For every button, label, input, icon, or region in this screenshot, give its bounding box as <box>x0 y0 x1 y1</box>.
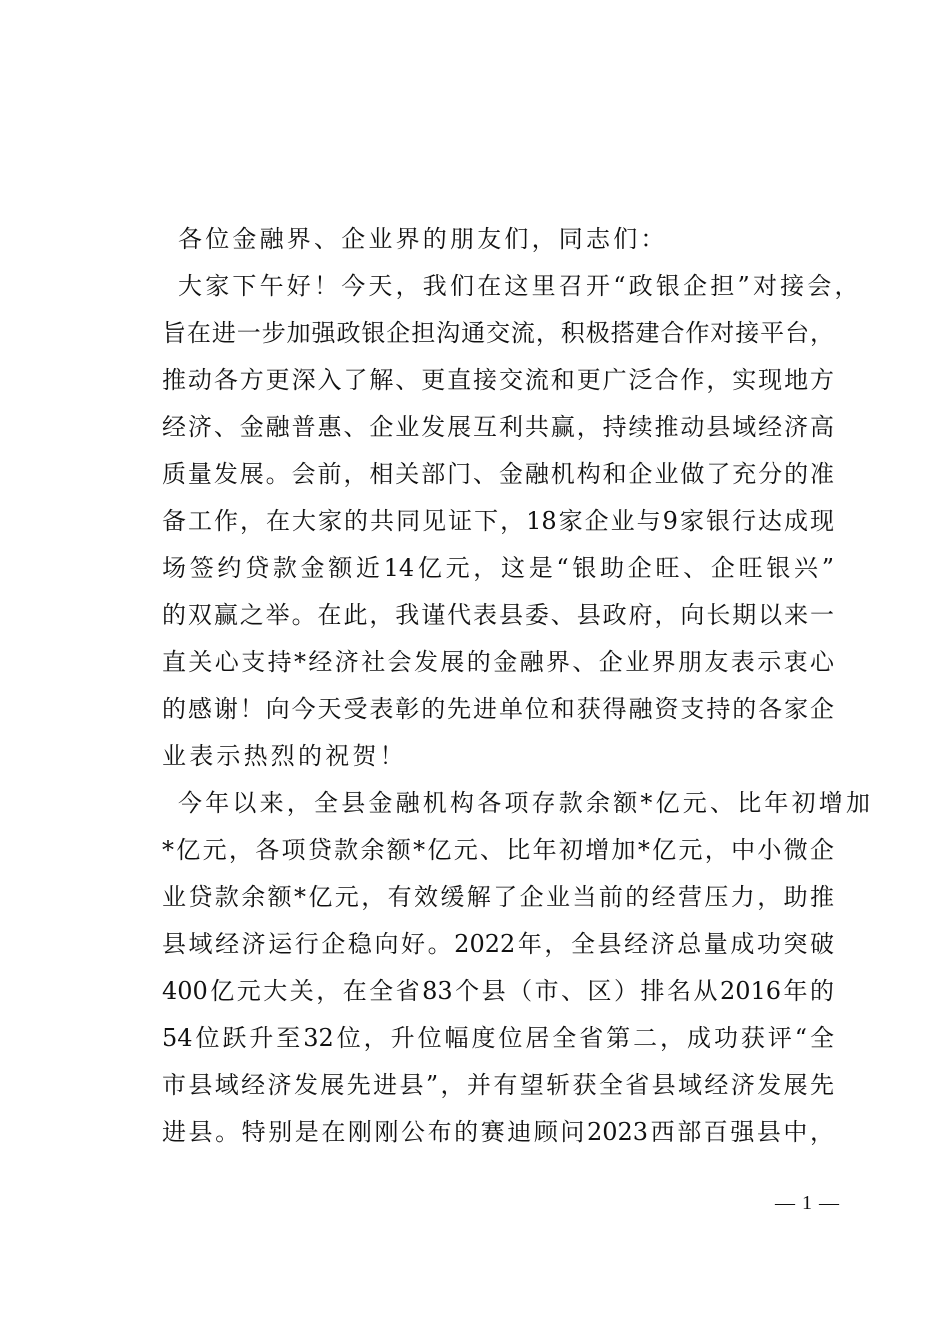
text-line: 旨在进一步加强政银企担沟通交流，积极搭建合作对接平台， <box>162 319 834 347</box>
document-body <box>162 216 874 1156</box>
text-line: 进县。特别是在刚刚公布的赛迪顾问2023西部百强县中， <box>162 1118 834 1146</box>
text-line: 业贷款余额*亿元，有效缓解了企业当前的经营压力，助推 <box>162 883 834 911</box>
text-line: 的双赢之举。在此，我谨代表县委、县政府，向长期以来一 <box>162 601 834 629</box>
text-line: 今年以来，全县金融机构各项存款余额*亿元、比年初增加 <box>178 789 874 817</box>
text-line: 市县域经济发展先进县”，并有望斩获全省县域经济发展先 <box>162 1071 834 1099</box>
text-line: 质量发展。会前，相关部门、金融机构和企业做了充分的准 <box>162 460 834 488</box>
text-line: 的感谢！向今天受表彰的先进单位和获得融资支持的各家企 <box>162 695 834 723</box>
text-line: 大家下午好！今天，我们在这里召开“政银企担”对接会， <box>178 272 862 300</box>
text-line: 业表示热烈的祝贺！ <box>162 742 407 770</box>
text-line: 备工作，在大家的共同见证下，18家企业与9家银行达成现 <box>162 507 834 535</box>
text-line: 县域经济运行企稳向好。2022年，全县经济总量成功突破 <box>162 930 834 958</box>
text-line: *亿元，各项贷款余额*亿元、比年初增加*亿元，中小微企 <box>162 836 834 864</box>
text-line: 直关心支持*经济社会发展的金融界、企业界朋友表示衷心 <box>162 648 834 676</box>
text-line: 推动各方更深入了解、更直接交流和更广泛合作，实现地方 <box>162 366 834 394</box>
text-line: 400亿元大关，在全省83个县（市、区）排名从2016年的 <box>162 977 834 1005</box>
page-number: — 1 — <box>775 1192 840 1214</box>
text-line: 场签约贷款金额近14亿元，这是“银助企旺、企旺银兴” <box>162 554 834 582</box>
text-line: 54位跃升至32位，升位幅度位居全省第二，成功获评“全 <box>162 1024 834 1052</box>
salutation-line: 各位金融界、企业界的朋友们，同志们： <box>178 225 668 253</box>
text-line: 经济、金融普惠、企业发展互利共赢，持续推动县域经济高 <box>162 413 834 441</box>
